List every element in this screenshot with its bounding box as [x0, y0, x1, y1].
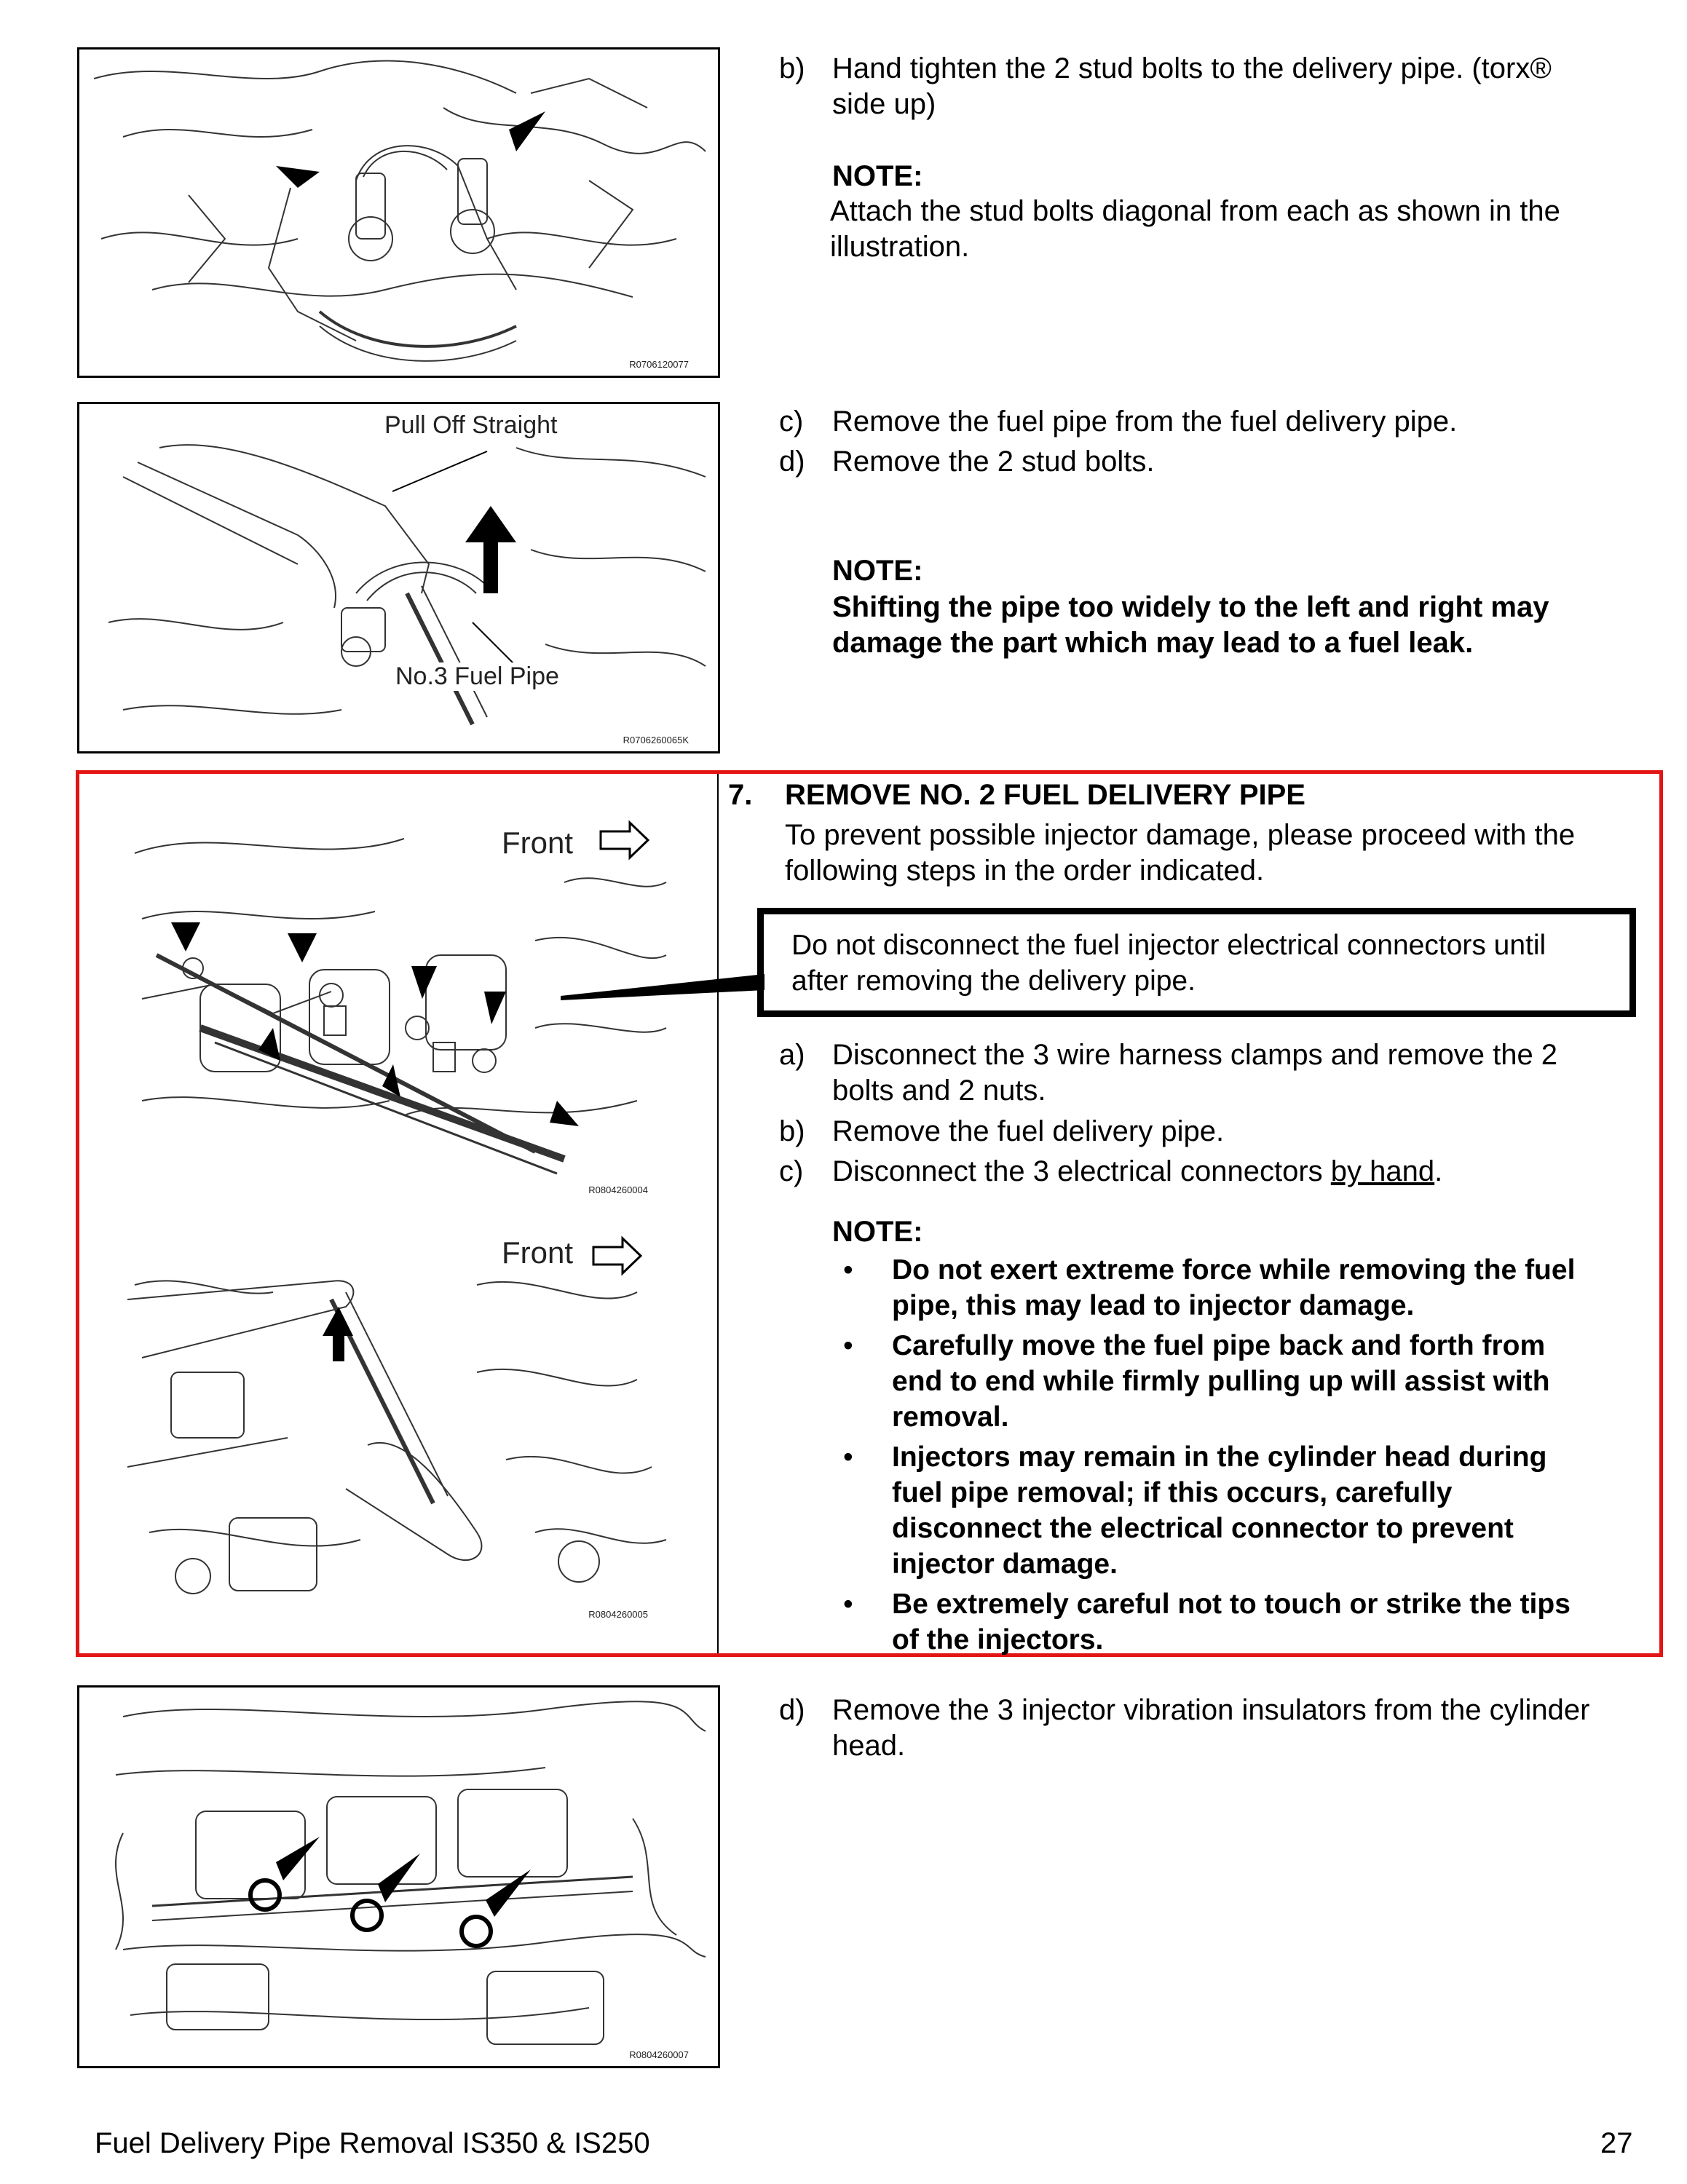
list-item: • Be extremely careful not to touch or strike the tips of the injectors. [843, 1588, 1571, 1655]
step-d-remove-insulators: d) Remove the 3 injector vibration insulators from the cylinder head. [779, 1694, 1590, 1762]
front-arrow [601, 823, 648, 858]
figure-code: R0706120077 [629, 359, 689, 370]
section-7-divider [717, 774, 719, 1653]
step-c-remove-fuel-pipe: c) Remove the fuel pipe from the fuel delivery pipe. [779, 405, 1458, 438]
warning-box: Do not disconnect the fuel injector electrical connectors until after removing the delivery pipe. [757, 908, 1636, 1017]
figure-stud-bolts [77, 47, 720, 378]
arrow-left [276, 166, 320, 188]
section-7-intro: To prevent possible injector damage, please proceed with the following steps in the order indicated. [785, 819, 1576, 887]
arrow-right [509, 111, 545, 151]
front-arrow [593, 1238, 641, 1273]
arrow-up [323, 1307, 353, 1361]
note-title-1: NOTE: [832, 160, 923, 192]
note-title-2: NOTE: [832, 555, 923, 587]
engine-illustration-4 [127, 1227, 670, 1620]
note-body-1: Attach the stud bolts diagonal from each as shown in the illustration. [830, 195, 1560, 263]
page-number: 27 [1600, 2127, 1633, 2159]
step-c-disconnect-connectors: c) Disconnect the 3 electrical connectors by hand. [779, 1155, 1443, 1187]
list-item: • Carefully move the fuel pipe back and forth from end to end while firmly pulling up will assist with removal. [843, 1330, 1550, 1433]
step-a-disconnect-clamps: a) Disconnect the 3 wire harness clamps and remove the 2 bolts and 2 nuts. [779, 1039, 1558, 1107]
step-d-remove-stud-bolts: d) Remove the 2 stud bolts. [779, 446, 1155, 478]
front-label: Front [502, 826, 574, 860]
list-item: • Injectors may remain in the cylinder head during fuel pipe removal; if this occurs, carefully disconnect the electrical connector to prevent injector damage. [843, 1441, 1547, 1580]
figure-code: R0804260004 [588, 1184, 648, 1195]
figure-code: R0804260007 [629, 2049, 689, 2060]
front-label: Front [502, 1235, 574, 1270]
figure-code: R0804260005 [588, 1609, 648, 1620]
step-letter: b) [779, 52, 805, 84]
engine-illustration-1 [79, 50, 718, 376]
list-item: • Do not exert extreme force while removing the fuel pipe, this may lead to injector damage. [843, 1254, 1576, 1321]
figure-pull-off [77, 402, 720, 753]
step-text: Hand tighten the 2 stud bolts to the delivery pipe. (torx® side up) [832, 52, 1552, 120]
section-7-note-bullets [837, 1252, 1653, 1662]
note-body-2: Shifting the pipe too widely to the left and right may damage the part which may lead to a fuel leak. [832, 591, 1549, 659]
warning-leader-line [561, 961, 765, 1005]
step-b-remove-delivery-pipe: b) Remove the fuel delivery pipe. [779, 1115, 1225, 1147]
figure-vibration-insulators [77, 1685, 720, 2068]
bolt-arrows [171, 922, 579, 1126]
arrow-up [465, 506, 516, 593]
footer-title: Fuel Delivery Pipe Removal IS350 & IS250 [95, 2127, 650, 2159]
callout-pull-off: Pull Off Straight [382, 411, 561, 440]
engine-illustration-2 [79, 404, 718, 751]
figure-pull-up-delivery-pipe [127, 1227, 670, 1620]
callout-fuel-pipe: No.3 Fuel Pipe [392, 662, 562, 691]
engine-illustration-5 [79, 1688, 718, 2066]
figure-code: R0706260065K [623, 735, 689, 745]
section-7-note-title: NOTE: [832, 1216, 923, 1248]
